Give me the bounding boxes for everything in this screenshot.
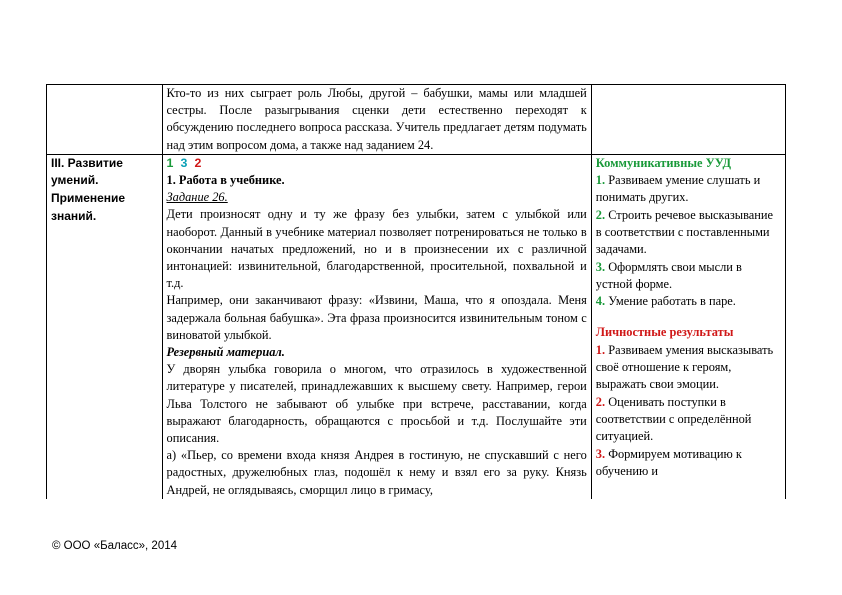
stage-cell-empty bbox=[47, 85, 163, 155]
level-number: 1 bbox=[166, 155, 174, 170]
stage-cell bbox=[47, 154, 163, 499]
list-item: 2. Оценивать поступки в соответствии с определённой ситуацией. bbox=[595, 394, 752, 444]
personal-heading: Личностные результаты bbox=[595, 325, 734, 340]
list-item: 2. Строить речевое высказывание в соответствии с поставленными задачами. bbox=[595, 207, 774, 257]
activity-cell bbox=[162, 85, 591, 155]
paragraph: Дети произносят одну и ту же фразу без улыбки, затем с улыбкой или наоборот. Данный в учебнике материал позволяет потренироваться не только в окончании начатых предложений, но и в произнесении их с различной интонацией: извинительной, благодарственной, просительной, похвальной и т.д. bbox=[166, 207, 587, 291]
table-row bbox=[47, 154, 786, 499]
activity-cell bbox=[162, 154, 591, 499]
table-row bbox=[47, 85, 786, 155]
level-number: 3 bbox=[180, 155, 188, 170]
lesson-table bbox=[46, 84, 786, 499]
footer-copyright: © ООО «Баласс», 2014 bbox=[52, 540, 178, 552]
paragraph: Например, они заканчивают фразу: «Извини, Маша, что я опоздала. Меня задержала больная бабушка». Эта фраза произносится извинительным тоном с виноватой улыбкой. bbox=[166, 293, 587, 342]
list-item: 1. Развиваем умения высказывать своё отношение к героям, выражать свои эмоции. bbox=[595, 342, 774, 392]
level-number: 2 bbox=[194, 155, 202, 170]
list-item: 4. Умение работать в паре. bbox=[595, 294, 736, 309]
reserve-label: Резервный материал. bbox=[166, 345, 285, 360]
list-item: 3. Формируем мотивацию к обучению и bbox=[595, 446, 742, 478]
communicative-heading: Коммуникативные УУД bbox=[595, 155, 732, 170]
list-item: 3. Оформлять свои мысли в устной форме. bbox=[595, 259, 742, 291]
paragraph: а) «Пьер, со времени входа князя Андрея в гостиную, не спускавший с него радостных, дружелюбных глаз, подошёл к нему и взял его за руку. Князь Андрей, не оглядываясь, сморщил лицо в гримасу, bbox=[166, 448, 587, 497]
paragraph: У дворян улыбка говорила о многом, что отразилось в художественной литературе у писателей, принадлежавших к высшему свету. Например, герои Льва Толстого не забывают об улыбке при встрече, расставании, когда выражают благодарность, обращаются с просьбой и т.д. Послушайте эти описания. bbox=[166, 362, 587, 446]
outcomes-cell bbox=[591, 154, 785, 499]
task-label: Задание 26. bbox=[166, 190, 228, 205]
outcomes-cell-empty bbox=[591, 85, 785, 155]
stage-title: III. Развитие умений. Применение знаний. bbox=[51, 155, 126, 223]
list-item: 1. Развиваем умение слушать и понимать других. bbox=[595, 173, 761, 205]
level-numbers bbox=[167, 155, 587, 172]
activity-text: Кто-то из них сыграет роль Любы, другой – бабушки, мамы или младшей сестры. После разыгрывания сценки дети естественно переходят к обсуждению последнего вопроса рассказа. Учитель предлагает детям подумать над этим вопросом дома, а также над заданием 24. bbox=[166, 86, 587, 152]
work-heading: 1. Работа в учебнике. bbox=[166, 173, 285, 188]
